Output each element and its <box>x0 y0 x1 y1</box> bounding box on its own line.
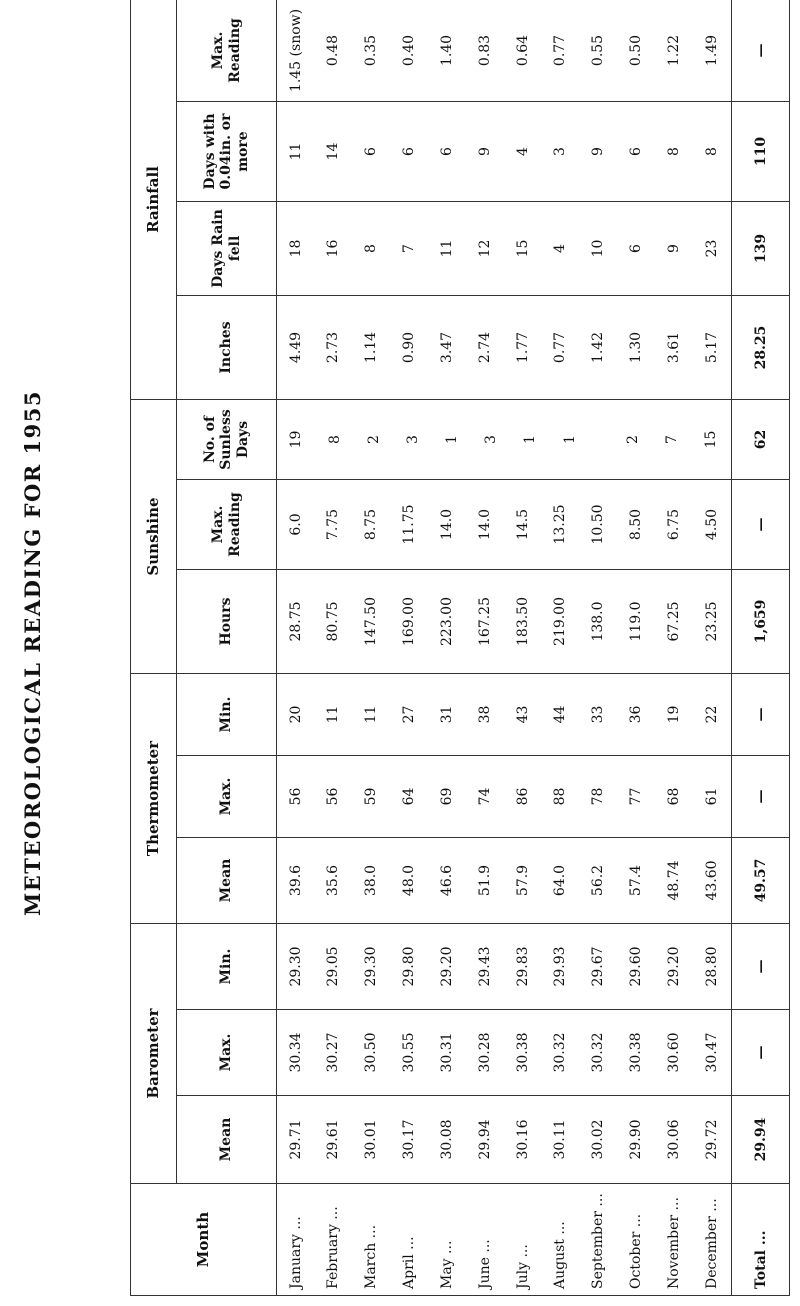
meteorological-table <box>130 0 790 1296</box>
cell-month-8: August ... <box>552 1221 569 1289</box>
cell-rain-max-4: 0.40 <box>401 34 418 67</box>
cell-rain-days-8: 4 <box>552 244 569 253</box>
col-month <box>277 1186 731 1289</box>
cell-sun-sunless-10: 2 <box>624 435 641 444</box>
cell-rain-days-004-2: 14 <box>325 142 342 161</box>
cell-sun-sunless-1: 19 <box>288 430 305 449</box>
cell-sun-sunless-8: 1 <box>561 435 578 444</box>
cell-rain-inches-2: 2.73 <box>325 331 342 364</box>
header-rain-inches: Inches <box>177 296 277 400</box>
cell-sun-sunless-12: 15 <box>703 430 719 449</box>
cell-rain-inches-3: 1.14 <box>363 331 380 364</box>
header-rain-days: Days Rain fell <box>177 202 277 296</box>
cell-therm-mean-7: 57.9 <box>514 864 531 897</box>
cell-baro-max-10: 30.38 <box>628 1032 645 1073</box>
cell-month-9: September ... <box>590 1193 607 1289</box>
cell-rain-days-7: 15 <box>514 239 531 258</box>
cell-month-2: February ... <box>325 1206 342 1289</box>
cell-baro-max-1: 30.34 <box>287 1032 304 1073</box>
cell-sun-hours-11: 67.25 <box>665 601 682 642</box>
cell-therm-mean-4: 48.0 <box>401 864 418 897</box>
cell-month-10: October ... <box>628 1213 645 1289</box>
cell-rain-days-12: 23 <box>703 239 720 258</box>
cell-sun-sunless-2: 8 <box>327 435 344 444</box>
cell-rain-days-004-1: 11 <box>287 142 304 161</box>
cell-baro-mean-5: 30.08 <box>438 1119 455 1160</box>
col-sun-hours <box>277 572 731 671</box>
col-rain-days <box>277 204 731 293</box>
cell-rain-inches-6: 2.74 <box>476 331 493 364</box>
header-group-sunshine: Sunshine <box>131 400 177 674</box>
cell-baro-min-2: 29.05 <box>325 946 342 987</box>
cell-rain-days-004-10: 6 <box>628 147 645 156</box>
col-therm-min <box>277 676 731 753</box>
header-month: Month <box>131 1184 277 1296</box>
total-sun-hours: 1,659 <box>732 570 790 674</box>
header-baro-max: Max. <box>177 1010 277 1096</box>
header-therm-mean: Mean <box>177 838 277 924</box>
cell-sun-max-7: 14.5 <box>514 508 531 541</box>
cell-baro-mean-6: 29.94 <box>476 1119 493 1160</box>
cell-rain-inches-4: 0.90 <box>401 331 418 364</box>
col-sun-sunless <box>277 402 731 477</box>
cell-sun-hours-8: 219.00 <box>552 597 569 646</box>
cell-sun-max-1: 6.0 <box>287 513 304 536</box>
cell-baro-mean-12: 29.72 <box>703 1119 720 1160</box>
cell-therm-mean-11: 48.74 <box>665 860 682 901</box>
cell-sun-sunless-6: 3 <box>483 435 500 444</box>
cell-baro-min-7: 29.83 <box>514 946 531 987</box>
cell-therm-min-4: 27 <box>401 705 418 724</box>
cell-rain-days-004-9: 9 <box>590 147 607 156</box>
cell-baro-min-9: 29.67 <box>590 946 607 987</box>
header-rain-days-004: Days with 0.04in. or more <box>177 102 277 202</box>
cell-sun-hours-3: 147.50 <box>363 597 380 646</box>
cell-sun-max-6: 14.0 <box>476 508 493 541</box>
cell-therm-min-2: 11 <box>325 705 342 724</box>
cell-month-12: December ... <box>703 1198 720 1289</box>
cell-sun-hours-10: 119.0 <box>628 601 645 642</box>
header-rain-max: Max. Reading <box>177 0 277 102</box>
col-sun-max <box>277 482 731 567</box>
cell-sun-sunless-4: 3 <box>405 435 422 444</box>
cell-month-5: May ... <box>438 1240 455 1289</box>
cell-baro-min-3: 29.30 <box>363 946 380 987</box>
cell-sun-hours-12: 23.25 <box>703 601 720 642</box>
cell-baro-mean-1: 29.71 <box>287 1119 304 1160</box>
cell-rain-days-1: 18 <box>287 239 304 258</box>
cell-month-6: June ... <box>476 1239 493 1289</box>
col-therm-mean <box>277 840 731 921</box>
header-baro-mean: Mean <box>177 1096 277 1184</box>
header-group-thermometer: Thermometer <box>131 674 177 924</box>
cell-therm-max-12: 61 <box>703 787 720 806</box>
cell-therm-mean-2: 35.6 <box>325 864 342 897</box>
total-therm-max: — <box>732 756 790 838</box>
col-rain-days-004 <box>277 104 731 199</box>
cell-therm-min-3: 11 <box>363 705 380 724</box>
cell-therm-min-1: 20 <box>287 705 304 724</box>
total-rain-max: — <box>732 0 790 102</box>
cell-baro-min-12: 28.80 <box>703 946 720 987</box>
cell-rain-days-004-6: 9 <box>476 147 493 156</box>
cell-therm-max-3: 59 <box>363 787 380 806</box>
cell-rain-days-2: 16 <box>325 239 342 258</box>
cell-rain-days-11: 9 <box>665 244 682 253</box>
cell-baro-max-6: 30.28 <box>476 1032 493 1073</box>
cell-rain-inches-10: 1.30 <box>628 331 645 364</box>
cell-therm-max-6: 74 <box>476 787 493 806</box>
cell-baro-max-4: 30.55 <box>401 1032 418 1073</box>
cell-therm-max-9: 78 <box>590 787 607 806</box>
cell-sun-hours-6: 167.25 <box>476 597 493 646</box>
cell-baro-max-7: 30.38 <box>514 1032 531 1073</box>
cell-baro-mean-10: 29.90 <box>628 1119 645 1160</box>
cell-rain-days-004-7: 4 <box>514 147 531 156</box>
cell-therm-mean-5: 46.6 <box>438 864 455 897</box>
cell-therm-mean-9: 56.2 <box>590 864 607 897</box>
cell-sun-max-12: 4.50 <box>703 508 720 541</box>
col-baro-min <box>277 926 731 1007</box>
cell-baro-max-2: 30.27 <box>325 1032 342 1073</box>
total-sun-max: — <box>732 480 790 570</box>
total-therm-mean: 49.57 <box>732 838 790 924</box>
cell-baro-max-9: 30.32 <box>590 1032 607 1073</box>
cell-sun-sunless-5: 1 <box>444 435 461 444</box>
cell-rain-days-004-11: 8 <box>665 147 682 156</box>
cell-sun-sunless-7: 1 <box>522 435 539 444</box>
cell-therm-mean-6: 51.9 <box>476 864 493 897</box>
cell-baro-mean-3: 30.01 <box>363 1119 380 1160</box>
cell-therm-max-1: 56 <box>287 787 304 806</box>
cell-rain-inches-12: 5.17 <box>703 331 720 364</box>
cell-therm-max-7: 86 <box>514 787 531 806</box>
cell-month-11: November ... <box>665 1197 682 1289</box>
header-therm-max: Max. <box>177 756 277 838</box>
cell-therm-max-2: 56 <box>325 787 342 806</box>
total-baro-min: — <box>732 924 790 1010</box>
cell-baro-max-3: 30.50 <box>363 1032 380 1073</box>
cell-therm-mean-3: 38.0 <box>363 864 380 897</box>
col-rain-inches <box>277 298 731 397</box>
total-rain-days: 139 <box>732 202 790 296</box>
cell-rain-days-004-12: 8 <box>703 147 720 156</box>
total-row <box>732 0 790 1296</box>
cell-month-7: July ... <box>514 1244 531 1289</box>
cell-rain-days-10: 6 <box>628 244 645 253</box>
cell-therm-mean-12: 43.60 <box>703 860 720 901</box>
cell-therm-min-8: 44 <box>552 705 569 724</box>
cell-rain-max-5: 1.40 <box>438 34 455 67</box>
cell-baro-min-6: 29.43 <box>476 946 493 987</box>
cell-rain-days-004-3: 6 <box>363 147 380 156</box>
cell-baro-mean-11: 30.06 <box>665 1119 682 1160</box>
cell-baro-mean-7: 30.16 <box>514 1119 531 1160</box>
cell-rain-max-12: 1.49 <box>703 34 720 67</box>
cell-rain-max-1: 1.45 (snow) <box>287 8 304 93</box>
header-sun-sunless: No. of Sunless Days <box>177 400 277 480</box>
cell-baro-max-5: 30.31 <box>438 1032 455 1073</box>
monthly-data-block <box>277 0 732 1296</box>
cell-rain-inches-5: 3.47 <box>438 331 455 364</box>
cell-sun-max-8: 13.25 <box>552 504 569 545</box>
cell-baro-mean-9: 30.02 <box>590 1119 607 1160</box>
cell-sun-max-9: 10.50 <box>590 504 607 545</box>
cell-therm-mean-10: 57.4 <box>628 864 645 897</box>
cell-sun-sunless-11: 7 <box>663 435 680 444</box>
cell-sun-hours-4: 169.00 <box>401 597 418 646</box>
cell-rain-max-2: 0.48 <box>325 34 342 67</box>
header-sun-hours: Hours <box>177 570 277 674</box>
cell-baro-mean-2: 29.61 <box>325 1119 342 1160</box>
cell-therm-min-9: 33 <box>590 705 607 724</box>
cell-sun-max-10: 8.50 <box>628 508 645 541</box>
meteorological-table-rotated <box>130 0 790 1296</box>
cell-rain-days-6: 12 <box>476 239 493 258</box>
col-baro-mean <box>277 1098 731 1181</box>
cell-therm-min-7: 43 <box>514 705 531 724</box>
header-baro-min: Min. <box>177 924 277 1010</box>
cell-baro-max-8: 30.32 <box>552 1032 569 1073</box>
cell-rain-inches-8: 0.77 <box>552 331 569 364</box>
cell-rain-inches-7: 1.77 <box>514 331 531 364</box>
cell-baro-mean-8: 30.11 <box>552 1119 569 1160</box>
cell-sun-max-5: 14.0 <box>438 508 455 541</box>
cell-baro-min-5: 29.20 <box>438 946 455 987</box>
col-rain-max <box>277 2 731 99</box>
total-sun-sunless: 62 <box>732 400 790 480</box>
cell-month-3: March ... <box>363 1224 380 1289</box>
cell-therm-mean-1: 39.6 <box>287 864 304 897</box>
cell-sun-max-2: 7.75 <box>325 508 342 541</box>
cell-rain-days-004-5: 6 <box>438 147 455 156</box>
cell-therm-max-11: 68 <box>665 787 682 806</box>
cell-baro-min-10: 29.60 <box>628 946 645 987</box>
cell-therm-min-11: 19 <box>665 705 682 724</box>
total-therm-min: — <box>732 674 790 756</box>
cell-sun-max-4: 11.75 <box>401 504 418 545</box>
cell-therm-min-12: 22 <box>703 705 720 724</box>
cell-rain-max-10: 0.50 <box>628 34 645 67</box>
cell-therm-mean-8: 64.0 <box>552 864 569 897</box>
cell-baro-min-11: 29.20 <box>665 946 682 987</box>
total-rain-inches: 28.25 <box>732 296 790 400</box>
cell-sun-sunless-3: 2 <box>366 435 383 444</box>
cell-baro-min-8: 29.93 <box>552 946 569 987</box>
cell-month-1: January ... <box>287 1216 304 1289</box>
total-label: Total ... <box>732 1184 790 1296</box>
header-group-barometer: Barometer <box>131 924 177 1184</box>
cell-rain-max-9: 0.55 <box>590 34 607 67</box>
total-baro-mean: 29.94 <box>732 1096 790 1184</box>
cell-sun-hours-7: 183.50 <box>514 597 531 646</box>
cell-rain-max-7: 0.64 <box>514 34 531 67</box>
cell-sun-max-11: 6.75 <box>665 508 682 541</box>
col-therm-max <box>277 758 731 835</box>
cell-rain-days-5: 11 <box>438 239 455 258</box>
cell-therm-min-5: 31 <box>438 705 455 724</box>
cell-rain-days-4: 7 <box>401 244 418 253</box>
page-title: METEOROLOGICAL READING FOR 1955 <box>20 390 45 916</box>
total-baro-max: — <box>732 1010 790 1096</box>
cell-month-4: April ... <box>401 1236 418 1289</box>
cell-baro-max-11: 30.60 <box>665 1032 682 1073</box>
cell-sun-hours-2: 80.75 <box>325 601 342 642</box>
cell-sun-hours-5: 223.00 <box>438 597 455 646</box>
cell-rain-max-3: 0.35 <box>363 34 380 67</box>
cell-rain-inches-11: 3.61 <box>665 331 682 364</box>
header-therm-min: Min. <box>177 674 277 756</box>
cell-rain-max-8: 0.77 <box>552 34 569 67</box>
total-rain-days-004: 110 <box>732 102 790 202</box>
cell-sun-hours-1: 28.75 <box>287 601 304 642</box>
cell-baro-mean-4: 30.17 <box>401 1119 418 1160</box>
cell-sun-max-3: 8.75 <box>363 508 380 541</box>
cell-baro-max-12: 30.47 <box>703 1032 720 1073</box>
cell-rain-days-004-4: 6 <box>401 147 418 156</box>
cell-rain-days-3: 8 <box>363 244 380 253</box>
cell-rain-max-11: 1.22 <box>665 34 682 67</box>
header-group-rainfall: Rainfall <box>131 0 177 400</box>
cell-therm-max-5: 69 <box>438 787 455 806</box>
col-baro-max <box>277 1012 731 1093</box>
cell-baro-min-4: 29.80 <box>401 946 418 987</box>
cell-rain-inches-9: 1.42 <box>590 331 607 364</box>
cell-rain-days-9: 10 <box>590 239 607 258</box>
cell-baro-min-1: 29.30 <box>287 946 304 987</box>
cell-sun-hours-9: 138.0 <box>590 601 607 642</box>
cell-therm-max-8: 88 <box>552 787 569 806</box>
cell-rain-inches-1: 4.49 <box>287 331 304 364</box>
cell-rain-max-6: 0.83 <box>476 34 493 67</box>
header-sun-max: Max. Reading <box>177 480 277 570</box>
cell-therm-max-10: 77 <box>628 787 645 806</box>
cell-therm-min-10: 36 <box>628 705 645 724</box>
cell-therm-max-4: 64 <box>401 787 418 806</box>
cell-rain-days-004-8: 3 <box>552 147 569 156</box>
cell-therm-min-6: 38 <box>476 705 493 724</box>
